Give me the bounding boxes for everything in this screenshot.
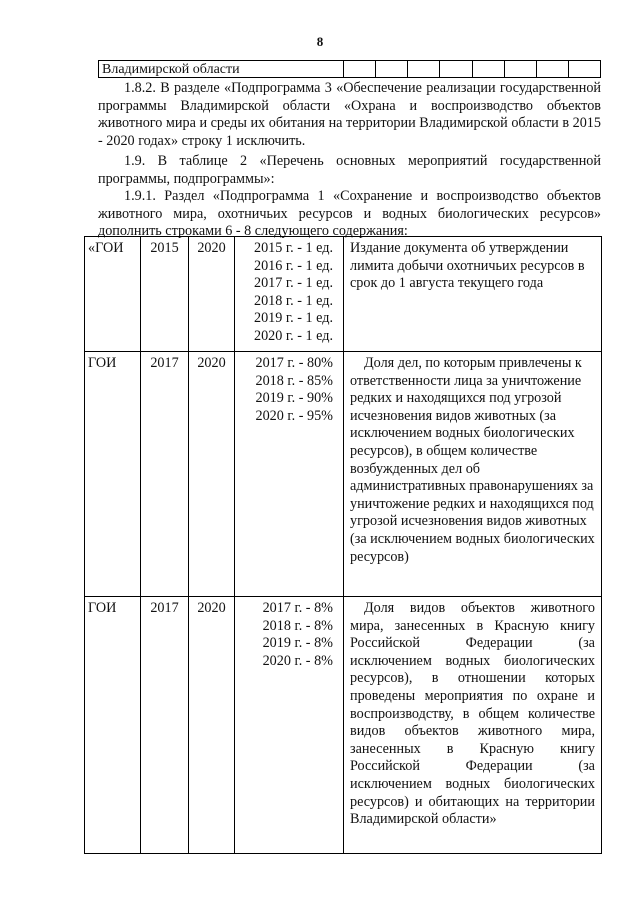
start-year-cell: 2017 (141, 597, 189, 853)
description-cell (344, 597, 601, 853)
value-line: 2020 г. - 1 ед. (253, 327, 333, 344)
value-line: 2019 г. - 90% (255, 390, 333, 407)
strip-empty-cell (505, 61, 537, 77)
value-line: 2017 г. - 80% (255, 355, 333, 371)
value-line: 2018 г. - 85% (255, 372, 333, 389)
strip-empty-cell (569, 61, 600, 77)
value-line: 2018 г. - 1 ед. (253, 292, 333, 309)
end-year-cell: 2020 (189, 237, 235, 351)
strip-empty-cell (344, 61, 376, 77)
start-year-cell: 2015 (141, 237, 189, 351)
strip-empty-cell (408, 61, 440, 77)
value-line: 2017 г. - 8% (262, 600, 333, 616)
strip-empty-cell (376, 61, 408, 77)
description-cell: Издание документа об утверждении лимита добычи охотничьих ресурсов в срок до 1 августа текущего года (350, 240, 585, 292)
executor-cell: «ГОИ (85, 237, 141, 351)
value-line: 2015 г. - 1 ед. (253, 240, 333, 256)
value-line: 2020 г. - 95% (255, 407, 333, 424)
description-text: Доля дел, по которым привлечены к ответственности лица за уничтожение редких и находящихся под угрозой исчезновения видов животных (за исключением водных биологических ресурсов), в общем количестве возбужденных дел об административных правонарушениях за уничтожение редких и находящихся под угрозой исчезновения видов животных (за исключением водных биологических ресурсов) (350, 355, 595, 565)
table-row (85, 352, 601, 597)
values-cell (235, 237, 344, 351)
page-number: 8 (316, 34, 324, 49)
strip-empty-cell (537, 61, 569, 77)
description-cell (344, 352, 601, 596)
strip-label: Владимирской области (99, 61, 344, 77)
start-year-cell: 2017 (141, 352, 189, 596)
paragraph-1-8-2: 1.8.2. В разделе «Подпрограмма 3 «Обеспечение реализации государственной программы Владимирской области «Охрана и воспроизводство объектов животного мира и среды их обитания на территории Владимирской области в 2015 - 2020 годах» строку 1 исключить. (98, 80, 601, 149)
end-year-cell: 2020 (189, 597, 235, 853)
end-year-cell: 2020 (189, 352, 235, 596)
table-row (85, 237, 601, 352)
executor-cell: ГОИ (85, 597, 141, 853)
value-line: 2016 г. - 1 ед. (253, 257, 333, 274)
strip-empty-cell (473, 61, 505, 77)
value-line: 2018 г. - 8% (262, 617, 333, 634)
value-line: 2019 г. - 8% (262, 635, 333, 652)
values-cell (235, 352, 344, 596)
value-line: 2019 г. - 1 ед. (253, 310, 333, 327)
value-line: 2020 г. - 8% (262, 652, 333, 669)
value-line: 2017 г. - 1 ед. (253, 275, 333, 292)
executor-cell: ГОИ (85, 352, 141, 596)
paragraph-1-9: 1.9. В таблице 2 «Перечень основных мероприятий государственной программы, подпрограммы»: (98, 153, 601, 187)
measures-table (84, 236, 602, 854)
values-cell (235, 597, 344, 853)
table-row (85, 597, 601, 853)
table-fragment-top (98, 60, 601, 78)
strip-empty-cell (440, 61, 472, 77)
description-text: Доля видов объектов животного мира, занесенных в Красную книгу Российской Федерации (за исключением водных биологических ресурсов), в отношении которых проведены мероприятия по охране и воспроизводству, в общем количестве видов объектов животного мира, занесенных в Красную книгу Российской Федерации (за исключением водных биологических ресурсов) и обитающих на территории Владимирской области» (350, 600, 595, 828)
paragraph-1-9-1: 1.9.1. Раздел «Подпрограмма 1 «Сохранение и воспроизводство объектов животного мира, охотничьих ресурсов и водных биологических ресурсов» дополнить строками 6 - 8 следующего содержания: (98, 188, 601, 239)
